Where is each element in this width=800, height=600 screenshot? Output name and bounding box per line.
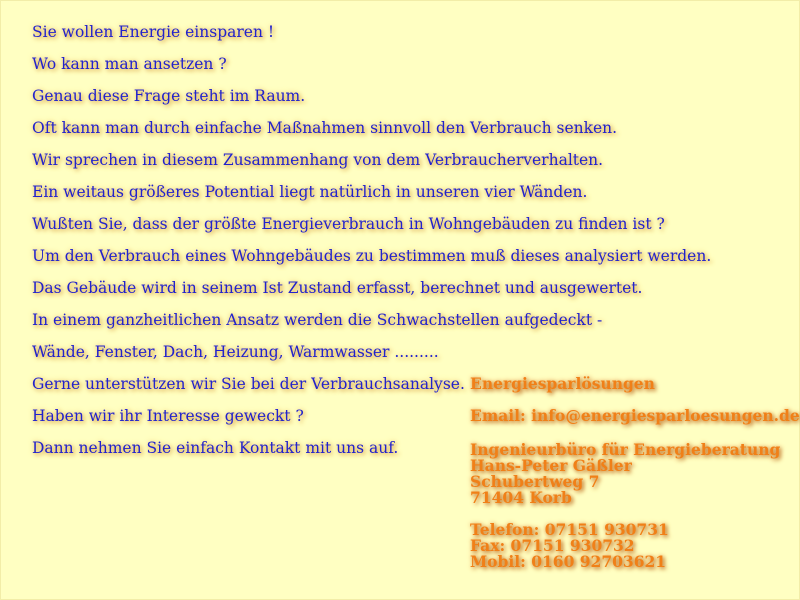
text-line: In einem ganzheitlichen Ansatz werden die Schwachstellen aufgedeckt - (32, 311, 603, 329)
text-line: Wände, Fenster, Dach, Heizung, Warmwasser ......... (32, 343, 439, 361)
company-name: Energiesparlösungen (470, 374, 655, 393)
text-line: Haben wir ihr Interesse geweckt ? (32, 407, 304, 425)
text-line: Wußten Sie, dass der größte Energieverbrauch in Wohngebäuden zu finden ist ? (32, 215, 665, 233)
text-line: Ein weitaus größeres Potential liegt natürlich in unseren vier Wänden. (32, 183, 588, 201)
street-address: Schubertweg 7 (470, 472, 600, 491)
text-line: Wo kann man ansetzen ? (32, 55, 227, 73)
text-line: Das Gebäude wird in seinem Ist Zustand erfasst, berechnet und ausgewertet. (32, 279, 643, 297)
phone-number: Telefon: 07151 930731 (470, 520, 669, 539)
mobile-number: Mobil: 0160 92703621 (470, 552, 667, 571)
contact-block (470, 374, 800, 571)
text-line: Dann nehmen Sie einfach Kontakt mit uns auf. (32, 439, 399, 457)
text-line: Sie wollen Energie einsparen ! (32, 23, 275, 41)
text-line: Wir sprechen in diesem Zusammenhang von dem Verbraucherverhalten. (32, 151, 604, 169)
fax-number: Fax: 07151 930732 (470, 536, 635, 555)
text-line: Um den Verbrauch eines Wohngebäudes zu bestimmen muß dieses analysiert werden. (32, 247, 712, 265)
postal-city: 71404 Korb (470, 488, 572, 507)
text-line: Genau diese Frage steht im Raum. (32, 87, 306, 105)
contact-person: Hans-Peter Gäßler (470, 456, 632, 475)
email-link[interactable]: Email: info@energiesparloesungen.de (470, 406, 800, 425)
text-line: Oft kann man durch einfache Maßnahmen sinnvoll den Verbrauch senken. (32, 119, 618, 137)
text-line: Gerne unterstützen wir Sie bei der Verbrauchsanalyse. (32, 375, 465, 393)
office-name: Ingenieurbüro für Energieberatung (470, 440, 781, 459)
